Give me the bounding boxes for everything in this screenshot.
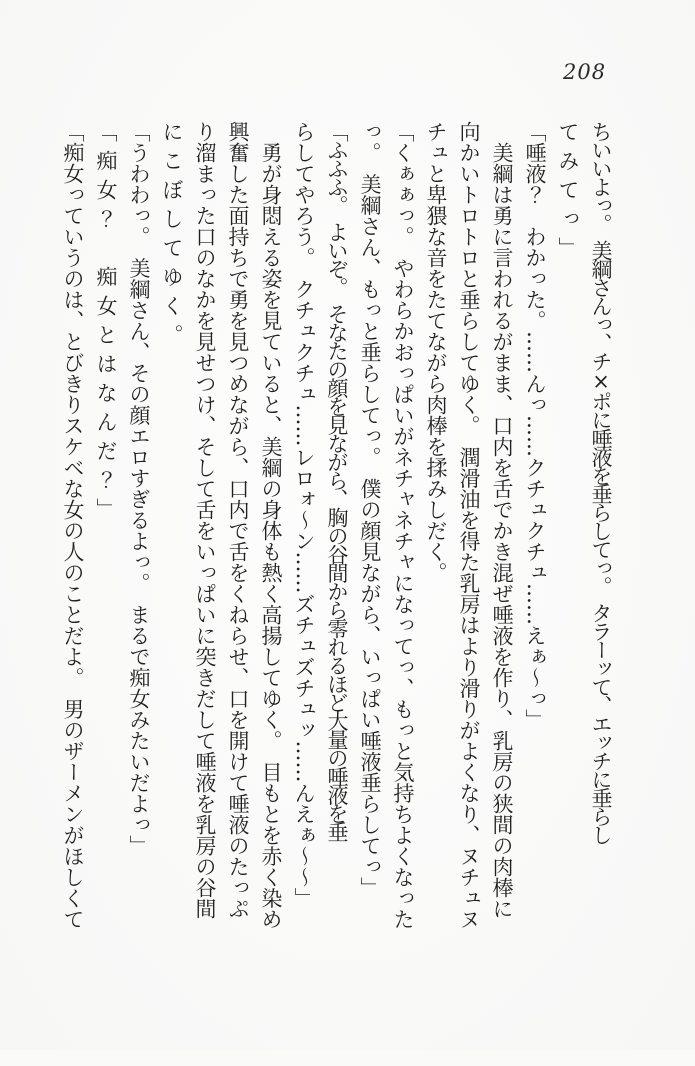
text-line: 「ふふふ。 よいぞ。 そなたの顔を見ながら、胸の谷間から零れるほど大量の唾液を垂 <box>325 121 349 840</box>
text-line: 「くぁぁっ。 やわらかおっぱいがネチャネチャになってっ、もっと気持ちよくなった <box>391 121 415 930</box>
text-line: 勇が身悶える姿を見ていると、美綱の身体も熱く高揚してゆく。 目もとを赤く染め <box>259 121 283 930</box>
text-line: にこぼしてゆく。 <box>160 121 184 353</box>
text-line: 「うわわっ。 美綱さん、その顔エロすぎるよっ。 まるで痴女みたいだよっ」 <box>127 121 151 856</box>
text-line: ちいいよっ。 美綱さんっ、チ×ポに唾液を垂らしてっ。 タラーッて、エッチに垂らし <box>589 121 613 843</box>
text-line: てみてっ」 <box>556 121 580 266</box>
text-line: 興奮した面持ちで勇を見つめながら、口内で舌をくねらせ、口を開けて唾液のたっぷ <box>226 121 250 919</box>
text-line: 「痴女？ 痴女とはなんだ？」 <box>94 121 118 527</box>
page-number: 208 <box>563 60 607 84</box>
text-line: 向かいトロトロと垂らしてゆく。 潤滑油を得た乳房はより滑りがよくなり、ヌチュヌ <box>457 121 481 930</box>
text-line: 「痴女っていうのは、とびきりスケベな女の人のことだよ。 男のザーメンがほしくて <box>61 121 85 930</box>
text-line: らしてやろう。 クチュクチュ……レロォ～ン……ズチュズチュッ……んえぁ～～」 <box>292 121 316 909</box>
text-line: り溜まった口のなかを見せつけ、そして舌をいっぱいに突きだして唾液を乳房の谷間 <box>193 121 217 919</box>
text-line: チュと卑猥な音をたてながら肉棒を揉みしだく。 <box>424 121 448 583</box>
page-text-block <box>56 121 617 1066</box>
text-line: 「唾液？ わかった。……んっ……クチュクチュ……えぁ～っ」 <box>523 121 547 730</box>
text-line: 美綱は勇に言われるがまま、口内を舌でかき混ぜ唾液を作り、乳房の狭間の肉棒に <box>490 121 514 919</box>
text-line: っ。 美綱さん、もっと垂らしてっ。 僕の顔見ながら、いっぱい唾液垂らしてっ」 <box>358 121 382 898</box>
